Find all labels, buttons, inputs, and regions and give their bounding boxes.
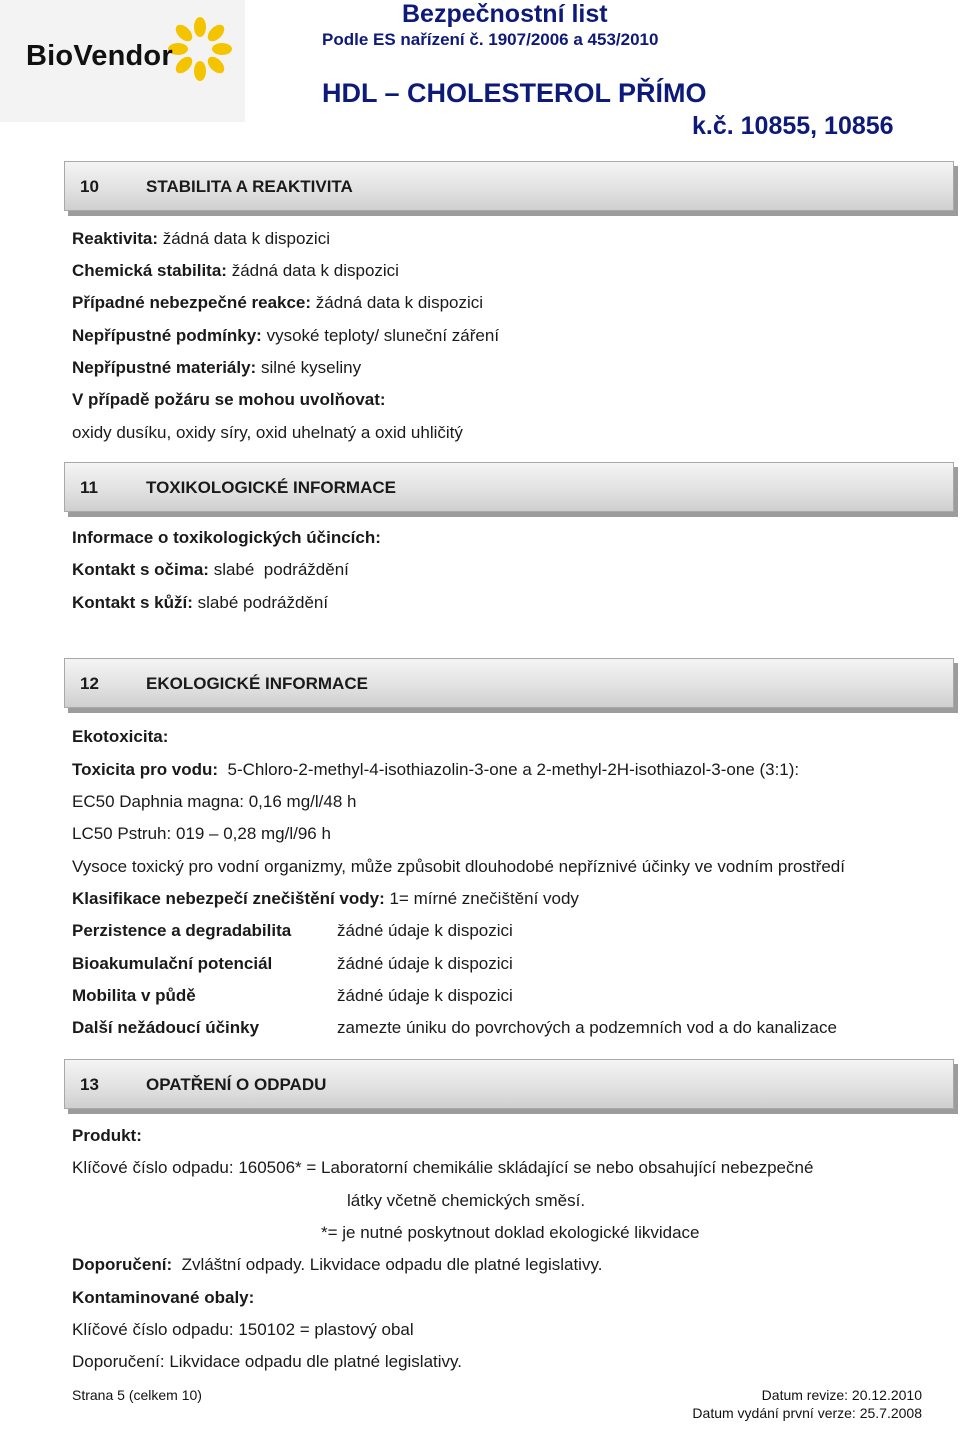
field-value: 1= mírné znečištění vody (389, 889, 579, 908)
persistence-value: žádné údaje k dispozici (337, 921, 513, 940)
section-title: STABILITA A REAKTIVITA (146, 177, 353, 196)
first-issue-date: Datum vydání první verze: 25.7.2008 (692, 1405, 922, 1421)
mobility-value: žádné údaje k dispozici (337, 986, 513, 1005)
regulation-subtitle: Podle ES nařízení č. 1907/2006 a 453/2010 (322, 30, 659, 49)
conditions-line (72, 326, 499, 346)
flower-icon (165, 14, 235, 84)
section-13-header (64, 1059, 954, 1109)
field-label: Nepřípustné materiály: (72, 358, 257, 377)
field-label: Chemická stabilita: (72, 261, 227, 280)
waste-code-continuation: látky včetně chemických směsí. (347, 1191, 586, 1210)
field-value: silné kyseliny (260, 358, 362, 377)
section-10-header (64, 161, 954, 211)
catalog-number: k.č. 10855, 10856 (692, 112, 894, 140)
field-label: Doporučení: (72, 1255, 173, 1274)
document-title: Bezpečnostní list (402, 0, 608, 28)
field-value: vysoké teploty/ sluneční záření (266, 326, 500, 345)
field-value: Zvláštní odpady. Likvidace odpadu dle platné legislativy. (181, 1255, 603, 1274)
section-number: 10 (80, 177, 99, 196)
section-11-header (64, 462, 954, 512)
fire-products: oxidy dusíku, oxidy síry, oxid uhelnatý a oxid uhličitý (72, 423, 463, 442)
revision-date: Datum revize: 20.12.2010 (761, 1387, 922, 1403)
skin-contact-line (72, 593, 328, 613)
bioaccumulation-value: žádné údaje k dispozici (337, 954, 513, 973)
fire-label: V případě požáru se mohou uvolňovat: (72, 390, 386, 409)
eye-contact-line (72, 560, 349, 580)
product-label: Produkt: (72, 1126, 142, 1145)
section-title: OPATŘENÍ O ODPADU (146, 1075, 327, 1094)
persistence-label: Perzistence a degradabilita (72, 921, 292, 940)
water-toxicity-line (72, 760, 799, 780)
lc50-line: LC50 Pstruh: 019 – 0,28 mg/l/96 h (72, 824, 331, 843)
field-label: Nepřípustné podmínky: (72, 326, 262, 345)
bioaccumulation-label: Bioakumulační potenciál (72, 954, 273, 973)
field-value: 5-Chloro-2-methyl-4-isothiazolin-3-one a 2-methyl-2H-isothiazol-3-one (3:1): (227, 760, 800, 779)
field-value: žádná data k dispozici (231, 261, 399, 280)
section-12-header (64, 658, 954, 708)
stability-line (72, 261, 399, 281)
field-label: Kontakt s kůží: (72, 593, 193, 612)
section-number: 11 (80, 478, 98, 497)
disposal-note: *= je nutné poskytnout doklad ekologické likvidace (321, 1223, 700, 1242)
field-label: Kontakt s očima: (72, 560, 209, 579)
other-effects-label: Další nežádoucí účinky (72, 1018, 260, 1037)
section-number: 13 (80, 1075, 99, 1094)
waste-code-line: Klíčové číslo odpadu: 160506* = Laboratorní chemikálie skládající se nebo obsahující nebezpečné (72, 1158, 814, 1177)
ecotoxicity-label: Ekotoxicita: (72, 727, 169, 746)
section-title: TOXIKOLOGICKÉ INFORMACE (146, 478, 396, 497)
contaminated-packaging-label: Kontaminované obaly: (72, 1288, 255, 1307)
water-hazard-line (72, 889, 579, 909)
field-label: Reaktivita: (72, 229, 158, 248)
hazardous-reactions-line (72, 293, 483, 313)
toxicology-info-label: Informace o toxikologických účincích: (72, 528, 381, 547)
logo (0, 0, 245, 122)
field-value: žádná data k dispozici (162, 229, 330, 248)
field-label: Případné nebezpečné reakce: (72, 293, 312, 312)
product-name: HDL – CHOLESTEROL PŘÍMO (322, 78, 707, 108)
packaging-recommendation: Doporučení: Likvidace odpadu dle platné legislativy. (72, 1352, 462, 1371)
section-title: EKOLOGICKÉ INFORMACE (146, 674, 368, 693)
recommendation-line (72, 1255, 602, 1275)
ec50-line: EC50 Daphnia magna: 0,16 mg/l/48 h (72, 792, 357, 811)
high-toxicity-line: Vysoce toxický pro vodní organizmy, může způsobit dlouhodobé nepříznivé účinky ve vodním prostředí (72, 857, 845, 876)
field-value: slabé podráždění (197, 593, 329, 612)
page-number: Strana 5 (celkem 10) (72, 1387, 202, 1403)
mobility-label: Mobilita v půdě (72, 986, 196, 1005)
field-label: Klasifikace nebezpečí znečištění vody: (72, 889, 385, 908)
field-value: žádná data k dispozici (315, 293, 484, 312)
other-effects-value: zamezte úniku do povrchových a podzemních vod a do kanalizace (337, 1018, 837, 1037)
reactivity-line (72, 229, 330, 249)
logo-text: BioVendor (26, 40, 173, 72)
packaging-code-line: Klíčové číslo odpadu: 150102 = plastový obal (72, 1320, 414, 1339)
section-number: 12 (80, 674, 99, 693)
materials-line (72, 358, 361, 378)
field-label: Toxicita pro vodu: (72, 760, 219, 779)
field-value: slabé podráždění (213, 560, 349, 579)
